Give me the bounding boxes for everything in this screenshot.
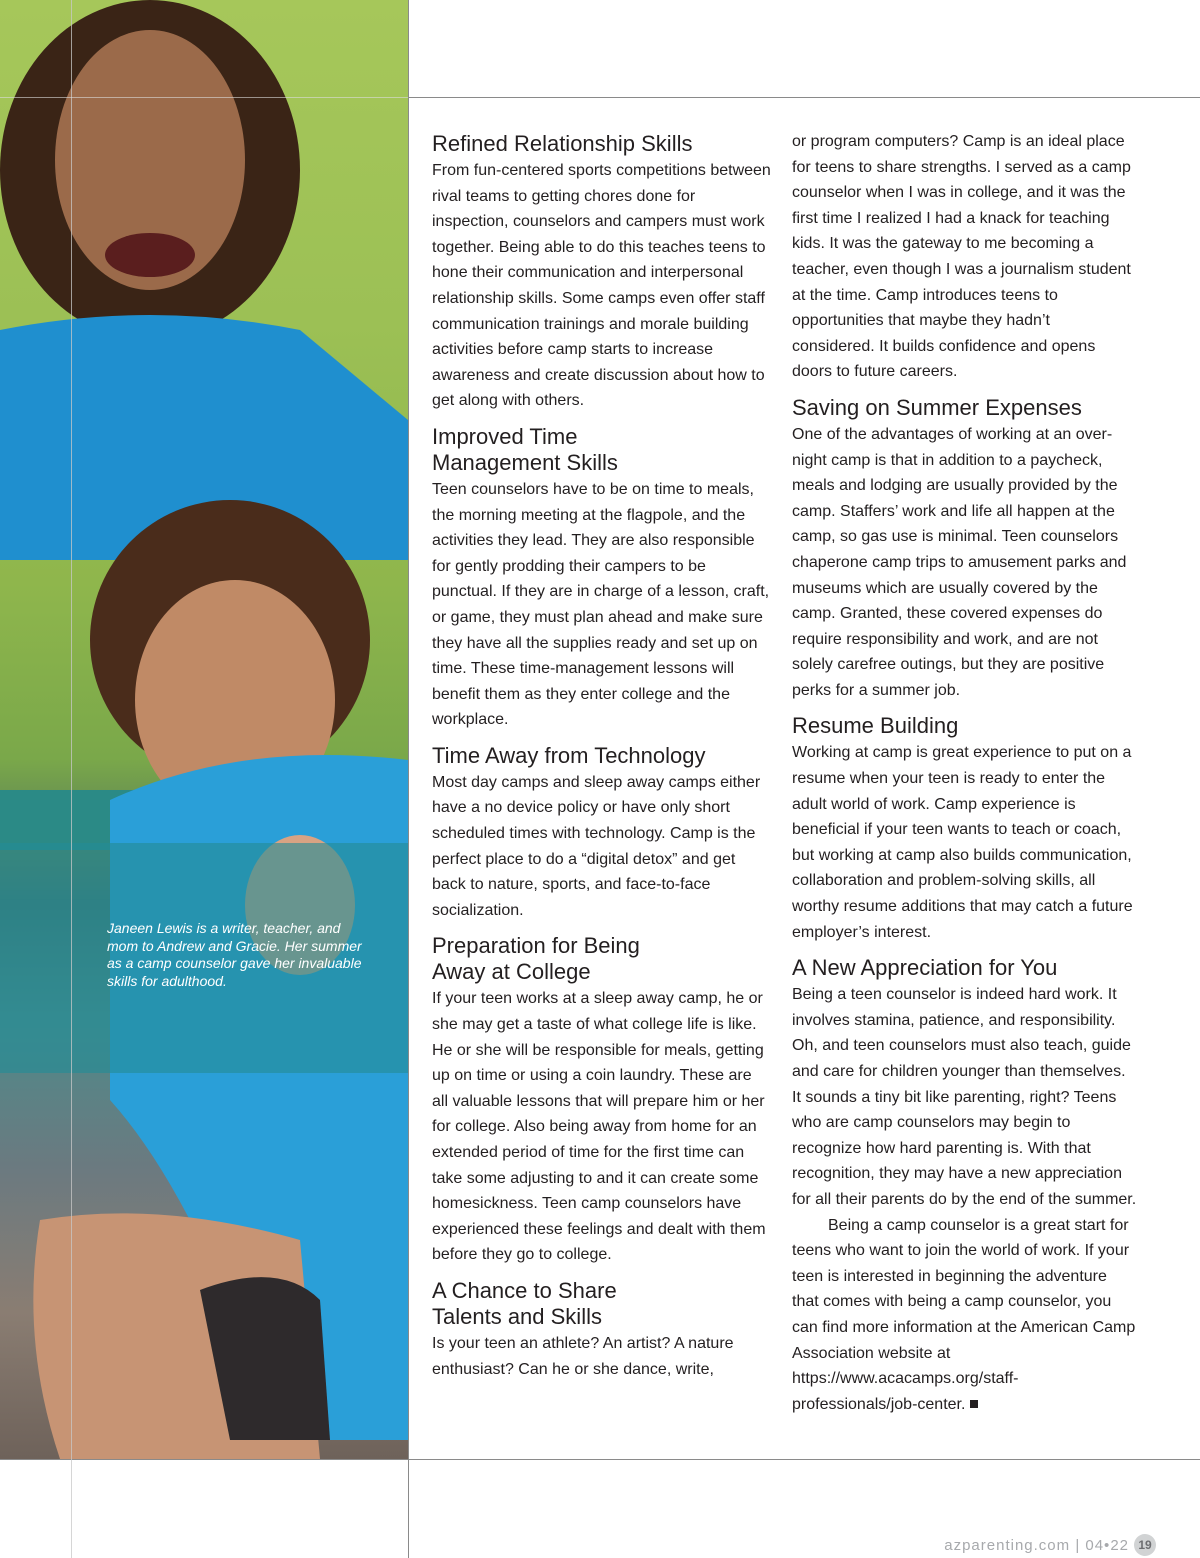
section-body: Teen counselors have to be on time to meals, the morning meeting at the flagpole, and the activities they lead. They are also responsible for gently prodding their campers to be punctual. If they are in charge of a lesson, craft, or game, they must plan ahead and make sure they have all the supplies ready and set up on time. These time-management lessons will benefit them as they enter college and the workplace. (432, 480, 770, 729)
section-heading: Time Away from Technology (432, 742, 706, 768)
page-footer (944, 1534, 1156, 1556)
section-heading: Refined Relationship Skills (432, 131, 693, 156)
section-body: or program computers? Camp is an ideal place for teens to share strengths. I served as a camp counselor when I was in college, and it was the first time I realized I had a knack for teaching kids. It was the gateway to me becoming a teacher, even though I was a journalism student at the time. Camp introduces teens to opportunities that maybe they hadn’t considered. It builds confidence and opens doors to future careers. (792, 133, 1131, 381)
footer-site: azparenting.com | 04•22 (944, 1536, 1129, 1554)
section-heading: A New Appreciation for You (792, 955, 1058, 981)
section-heading: Improved Time Management Skills (432, 423, 618, 475)
author-caption: Janeen Lewis is a writer, teacher, and mom to Andrew and Gracie. Her summer as a camp counselor gave her invaluable skills for adulthood. (107, 920, 362, 989)
section-body: Being a teen counselor is indeed hard work. It involves stamina, patience, and responsibility. Oh, and teen counselors must also teach, guide and care for children younger than themselves. It sounds a tiny bit like parenting, right? Teens who are camp counselors may begin to recognize how hard parenting is. With that recognition, they may have a new appreciation for all their parents do by the end of the summer. (792, 986, 1137, 1208)
guide-line-bottom (0, 1459, 1200, 1460)
section-body: Is your teen an athlete? An artist? A nature enthusiast? Can he or she dance, write, (432, 1334, 734, 1378)
hero-photo (0, 0, 408, 1459)
section-body: From fun-centered sports competitions between rival teams to getting chores done for inspection, counselors and campers must work together. Being able to do this teaches teens to hone their communication and interpersonal relationship skills. Some camps even offer staff communication trainings and morale building activities before camp starts to increase awareness and create discussion about how to get along with others. (432, 162, 771, 410)
closing-paragraph (792, 1213, 1137, 1418)
end-mark-icon (970, 1400, 978, 1408)
article-column-2 (792, 129, 1137, 1417)
section-heading: Preparation for Being Away at College (432, 933, 640, 985)
photo-illustration (0, 0, 408, 1459)
section-heading: Saving on Summer Expenses (792, 394, 1082, 420)
guide-line-left (71, 0, 72, 1558)
guide-line-photo-edge (408, 0, 409, 1558)
guide-line-photo-top (0, 97, 408, 98)
section-body: One of the advantages of working at an overnight camp is that in addition to a paycheck, meals and lodging are usually provided by the camp. Staffers’ work and life all happen at the camp, so gas use is minimal. Teen counselors chaperone camp trips to amusement parks and museums which are usually covered by the camp. Granted, these covered expenses do require responsibility and work, and are not solely carefree outings, but they are positive perks for a summer job. (792, 425, 1127, 699)
section-body: Most day camps and sleep away camps either have a no device policy or have only short scheduled times with technology. Camp is the perfect place to do a “digital detox” and get back to nature, sports, and face-to-face socialization. (432, 773, 761, 919)
section-heading: Resume Building (792, 713, 959, 739)
guide-line-top (408, 97, 1200, 98)
section-heading: A Chance to Share Talents and Skills (432, 1277, 617, 1329)
section-body: Working at camp is great experience to put on a resume when your teen is ready to enter the adult world of work. Camp experience is beneficial if your teen wants to teach or coach, but working at camp also builds communication, collaboration and problem-solving skills, all worthy resume additions that may catch a future employer’s interest. (792, 744, 1133, 941)
section-body: If your teen works at a sleep away camp, he or she may get a taste of what college life is like. He or she will be responsible for meals, getting up on time or using a coin laundry. These are all valuable lessons that will prepare him or her for college. Also being away from home for an extended period of time for the first time can take some adjusting to and it can create some homesickness. Teen camp counselors have experienced these feelings and dealt with them before they go to college. (432, 990, 766, 1264)
page-number: 19 (1134, 1534, 1156, 1556)
article-column-1 (432, 131, 772, 1382)
closing-text: Being a camp counselor is a great start for teens who want to join the world of work. If your teen is interested in beginning the adventure that comes with being a camp counselor, you can find more information at the American Camp Association website at https://www.acacamps.org/staff-professionals/job-center. (792, 1216, 1136, 1413)
